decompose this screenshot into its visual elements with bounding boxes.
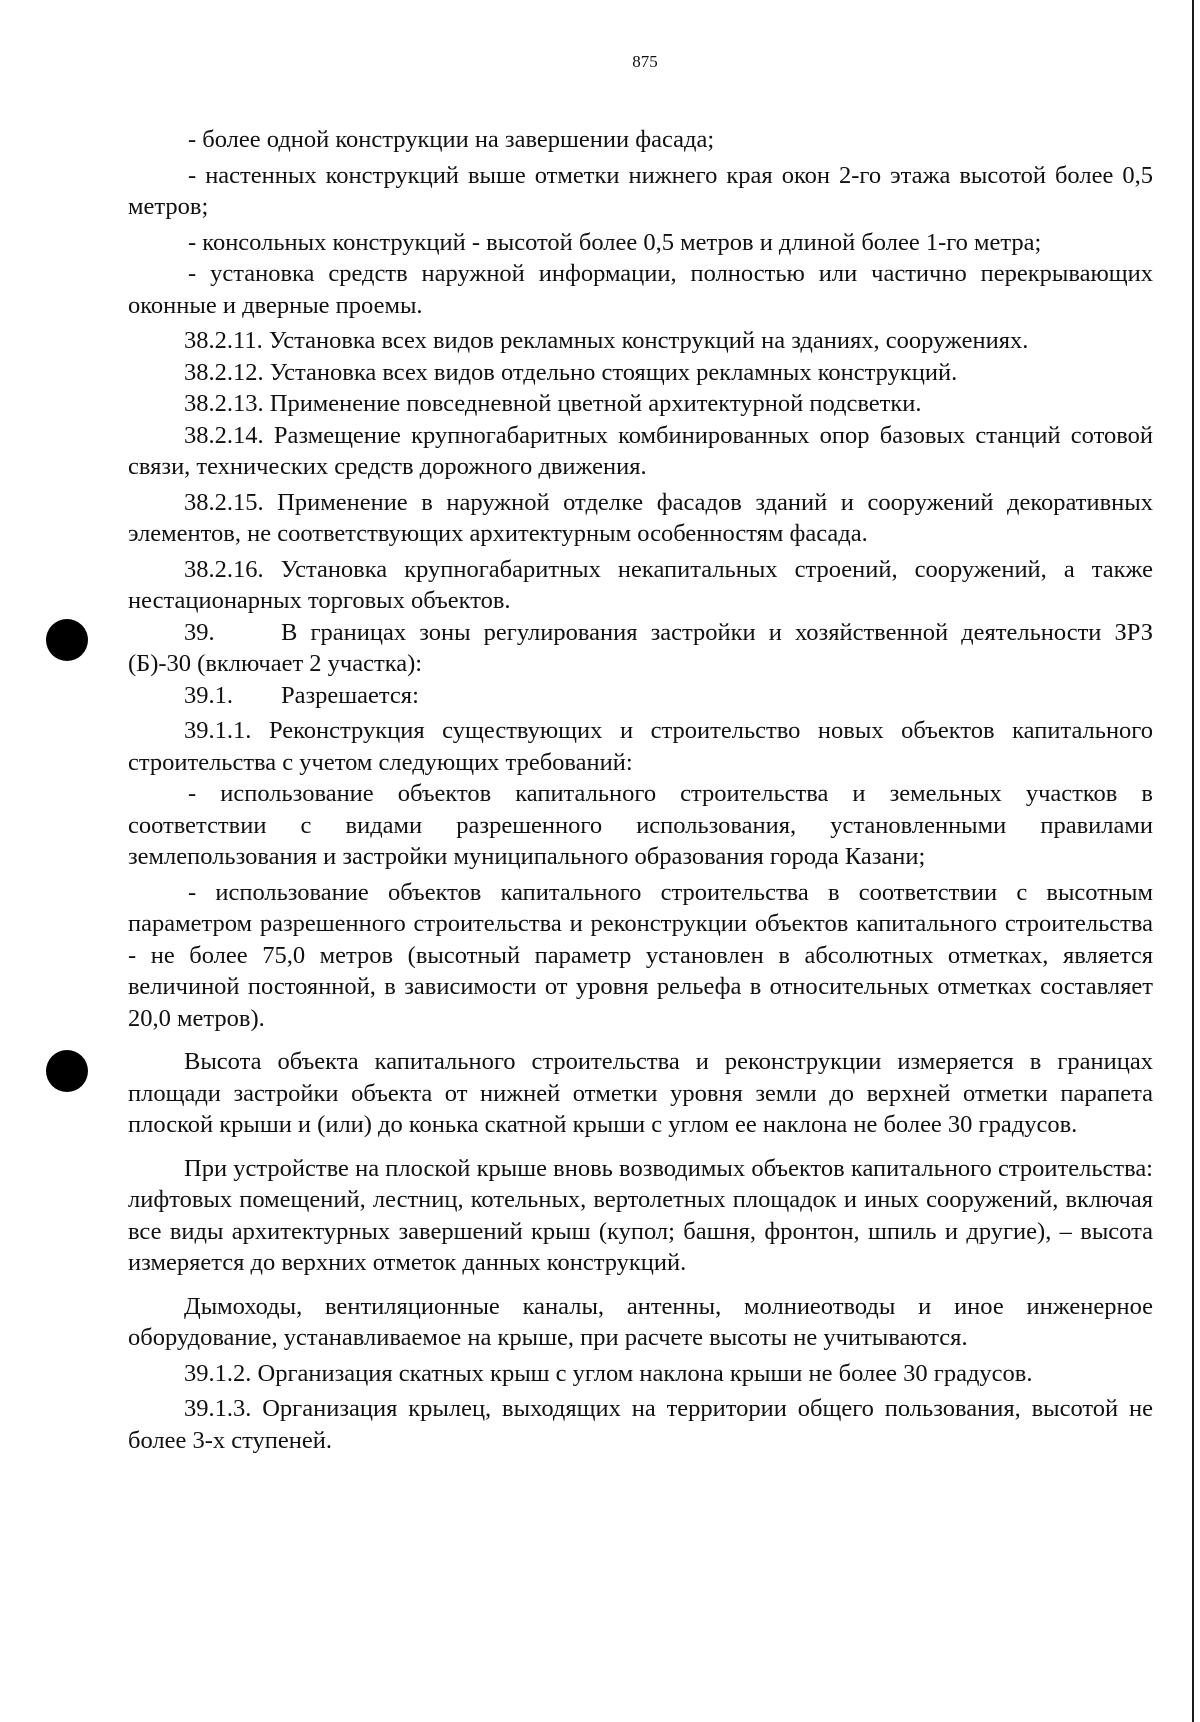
paragraph: 38.2.13. Применение повседневной цветной архитектурной подсветки.: [184, 390, 922, 417]
punch-hole: [46, 1050, 88, 1092]
paragraph: 38.2.12. Установка всех видов отдельно стоящих рекламных конструкций.: [184, 358, 958, 386]
paragraph: 39.1.3. Организация крылец, выходящих на территории общего пользования, высотой не более 3-х ступеней.: [128, 1395, 1153, 1454]
paragraph: - использование объектов капитального строительства и земельных участков в соответствии с видами разрешенного использования, установленными правилами землепользования и застройки муниципального образования города Казани;: [128, 780, 1153, 870]
paragraph: - консольных конструкций - высотой более 0,5 метров и длиной более 1-го метра;: [188, 228, 1042, 256]
section-39-1: [128, 680, 1153, 712]
paragraph: 38.2.14. Размещение крупногабаритных комбинированных опор базовых станций сотовой связи, технических средств дорожного движения.: [128, 421, 1153, 480]
section-number: 39.: [184, 618, 215, 646]
paragraph: - установка средств наружной информации, полностью или частично перекрывающих оконные и дверные проемы.: [128, 260, 1153, 319]
section-number: 39.1.: [184, 681, 233, 709]
paragraph: 38.2.16. Установка крупногабаритных некапитальных строений, сооружений, а также нестационарных торговых объектов.: [128, 555, 1153, 614]
paragraph: Высота объекта капитального строительства и реконструкции измеряется в границах площади застройки объекта от нижней отметки уровня земли до верхней отметки парапета плоской крыши и (или) до конька скатной крыши с углом ее наклона не более 30 градусов.: [128, 1048, 1153, 1138]
paragraph: 39.1.1. Реконструкция существующих и строительство новых объектов капитального строительства с учетом следующих требований:: [128, 717, 1153, 776]
paragraph: 38.2.15. Применение в наружной отделке фасадов зданий и сооружений декоративных элементов, не соответствующих архитектурным особенностям фасада.: [128, 488, 1153, 547]
section-39: [128, 617, 1153, 680]
page-edge: [1192, 0, 1194, 1722]
punch-hole: [46, 619, 88, 661]
paragraph: - использование объектов капитального строительства в соответствии с высотным параметром разрешенного строительства и реконструкции объектов капитального строительства - не более 75,0 метров (высотный параметр установлен в абсолютных отметках, является величиной постоянной, в зависимости от уровня рельефа в относительных отметках составляет 20,0 метров).: [128, 878, 1153, 1032]
paragraph: - настенных конструкций выше отметки нижнего края окон 2-го этажа высотой более 0,5 метров;: [128, 161, 1153, 220]
paragraph: - более одной конструкции на завершении фасада;: [188, 126, 715, 153]
paragraph: Дымоходы, вентиляционные каналы, антенны, молниеотводы и иное инженерное оборудование, устанавливаемое на крыше, при расчете высоты не учитываются.: [128, 1292, 1153, 1351]
page-number: 875: [632, 52, 658, 71]
paragraph: При устройстве на плоской крыше вновь возводимых объектов капитального строительства: лифтовых помещений, лестниц, котельных, вертолетных площадок и иных сооружений, включая все виды архитектурных завершений крыш (купол; башня, фронтон, шпиль и другие), – высота измеряется до верхних отметок данных конструкций.: [128, 1154, 1153, 1276]
paragraph: 39.1.2. Организация скатных крыш с углом наклона крыши не более 30 градусов.: [184, 1359, 1033, 1387]
section-text: В границах зоны регулирования застройки и хозяйственной деятельности ЗРЗ (Б)-30 (включает 2 участка):: [128, 618, 1153, 677]
document-body: [128, 124, 1153, 1456]
paragraph: 38.2.11. Установка всех видов рекламных конструкций на зданиях, сооружениях.: [184, 327, 1029, 354]
section-text: Разрешается:: [281, 681, 419, 709]
